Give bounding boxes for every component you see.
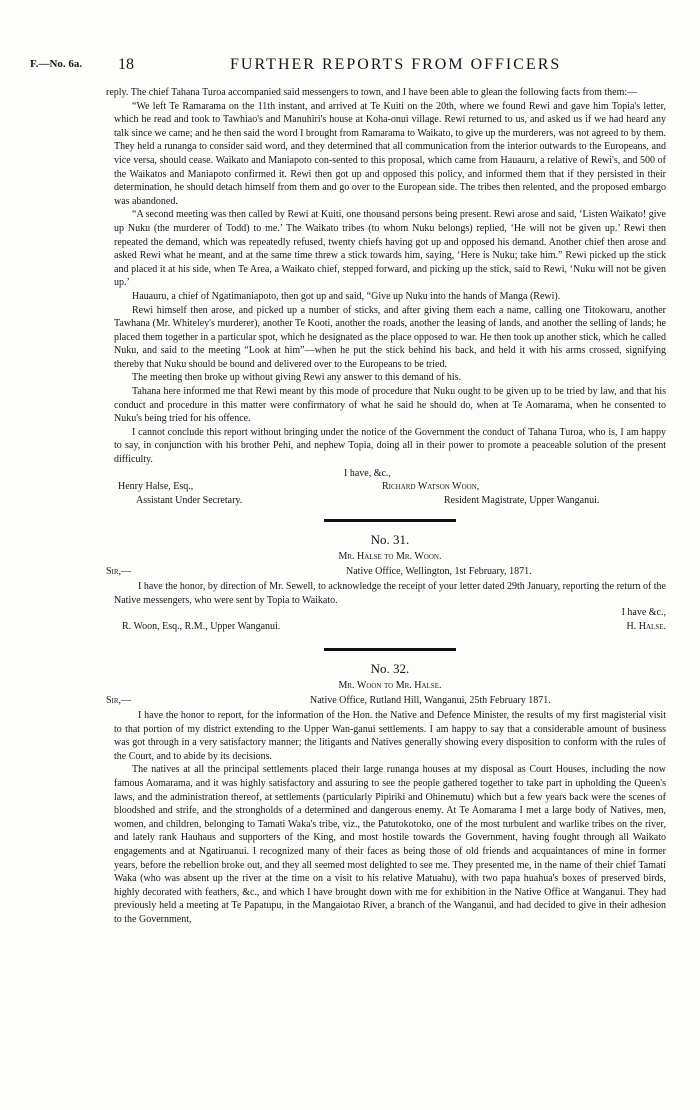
paragraph: The natives at all the principal settlements placed their large runanga houses at my disposal as Court Houses, including the now famous Aomarama, and it was highly satisfactory and assuring to see the people gathered together to take part in upholding the Queen's laws, and the administration thereof, at settlements (particularly Pipiriki and Ohinemutu) which but a few years back were the scenes of bloodshed and strife, and the strongholds of a determined and dangerous enemy. At Te Aomarama I met a large body of Natives, men, women, and children, belonging to Tamati Waka's tribe, viz., the Patutokotoko, one of the most turbulent and warlike tribes on the river, and lately rank Hauhaus and supporters of the King, and most hostile towards the Government, having fought through all Waikato engagements and at Ngatiruanui. I recognized many of their faces as being those of old friends and acquaintances of mine in former years, before the rebellion broke out, and they all seemed most delighted to see me. They presented me, in the name of their chief Tamati Waka (who was absent up the river at the time on a visit to his relative Matuahu), with two papa huahua's boxes of preserved birds, highly decorated with feathers, &c., and which I have brought down with me for exhibition in the Native Office at Wanganui. They had previously held a meeting at Te Papatupu, in the Mangaiotao River, a branch of the Wanganui, and had decided to give in their adhesion to the Government,	[114, 764, 666, 925]
paragraph: The meeting then broke up without giving Rewi any answer to this demand of his.	[132, 372, 462, 384]
quoted-paragraph: “We left Te Ramarama on the 11th instant, and arrived at Te Kuiti on the 20th, where we found Rewi and gave him Topia's letter, which he read and took to Tawhiao's and Manuhiri's house at Koha-onui village. Rewi returned to us, and asked us if we had heard any talk since we came; and he then said the word I brought from Ramarama to Waikato, to give up the murderers, was not agreed to by them. They held a runanga to consider said word, and they determined that all communication from the interior outwards to the Europeans, and vice versa, should cease. Waikato and Maniapoto con-sented to this proposal, which came from Hauauru, a relative of Rewi's, and 500 of the Waikatos and Maniapoto confirmed it. Rewi then got up and opposed this policy, and informed them that if they persisted in their determination, he should detach himself from them and go over to the European side. The tribes then relented, and the proposed embargo was abandoned.	[114, 100, 666, 207]
letter-subtitle: Mr. Woon to Mr. Halse.	[338, 680, 442, 692]
letter-number: No. 32.	[370, 661, 410, 677]
quoted-paragraph: “A second meeting was then called by Rewi at Kuiti, one thousand persons being present. Rewi arose and said, ‘Listen Waikato! give up Nuku (the murderer of Todd) to me.’ The Waikato tribes (to whom Nuku belongs) replied, ‘He will not be given up.’ Rewi then repeated the demand, which was repeatedly refused, twenty chiefs having got up and opposed his demand. Another chief then arose and asked Rewi what he meant, and at the same time threw a stick towards him, saying, ‘Here is Nuku; take him.” Rewi picked up the stick and placed it at his side, when Te Area, a Waikato chief, stepped forward, and picking up the stick, said to Rewi, ‘Nuku will not be given up.’	[114, 209, 666, 289]
signatory-title: Resident Magistrate, Upper Wanganui.	[444, 494, 600, 506]
closing: I have &c.,	[621, 607, 666, 619]
paragraph: I cannot conclude this report without bringing under the notice of the Government the conduct of Tahana Turoa, who is, I am happy to say, in conjunction with his brother Pehi, and nephew Topia, doing all in their power to promote a peaceable solution of the present difficulty.	[114, 426, 666, 466]
section-divider	[324, 648, 456, 651]
running-title: FURTHER REPORTS FROM OFFICERS	[230, 56, 562, 73]
closing: I have, &c.,	[344, 467, 391, 479]
letter-subtitle: Mr. Halse to Mr. Woon.	[338, 551, 442, 563]
document-reference: F.—No. 6a.	[30, 58, 83, 70]
signatory-name: Richard Watson Woon,	[382, 481, 480, 493]
signature-block	[114, 467, 666, 508]
quoted-paragraph: Rewi himself then arose, and picked up a number of sticks, and after giving them each a name, calling one Titokowaru, another Tawhana (Mr. Whiteley's murderer), another Te Kooti, another the roads, another the leasing of lands, and another the selling of lands; he placed them together in a particular spot, which he designated as the place opposed to war. He then took up another stick, which he called Nuku, and said to the meeting “Look at him”—when he put the stick behind his back, and held it with his arms crossed, signifying thereby that Nuku should be bound and delivered over to the Europeans to be tried.	[114, 304, 666, 370]
salutation: Sir,—	[106, 695, 132, 707]
letter-30-continuation	[106, 86, 666, 507]
paragraph: reply. The chief Tahana Turoa accompanied said messengers to town, and I have been able to glean the following facts from them:—	[106, 87, 638, 98]
paragraph: I have the honor, by direction of Mr. Sewell, to acknowledge the receipt of your letter dated 29th January, reporting the return of the Native messengers, who were sent by Topia to Waikato.	[114, 581, 666, 606]
quoted-paragraph: Hauauru, a chief of Ngatimaniapoto, then got up and said, “Give up Nuku into the hands of Manga (Rewi).	[132, 290, 561, 302]
paragraph: I have the honor to report, for the information of the Hon. the Native and Defence Minister, the results of my first magisterial visit to that portion of my district extending to the Upper Wan-ganui settlements. I am happy to say that a considerable amount of business was got through in a very satisfactory manner; the litigants and Natives generally showing every disposition to conform with the rules of the Court, and to abide by its decisions.	[114, 709, 666, 762]
paragraph: Tahana here informed me that Rewi meant by this mode of procedure that Nuku ought to be given up to be tried by law, and that his conduct and procedure in this matter were confirmatory of what he said he should do, when at Te Aomarama, when he consented to Nuku's being tried for his offence.	[114, 386, 666, 425]
dateline: Native Office, Rutland Hill, Wanganui, 25th February 1871.	[310, 695, 551, 707]
letter-31	[106, 532, 666, 634]
salutation: Sir,—	[106, 566, 132, 578]
running-header	[30, 56, 672, 80]
letter-number: No. 31.	[370, 532, 410, 548]
dateline: Native Office, Wellington, 1st February, 1871.	[346, 566, 532, 578]
page-body	[106, 86, 666, 926]
page-number: 18	[118, 56, 134, 73]
addressee-title: Assistant Under Secretary.	[136, 494, 243, 506]
letter-32	[106, 661, 666, 926]
section-divider	[324, 519, 456, 522]
signatory-name: H. Halse.	[626, 620, 666, 632]
addressee: R. Woon, Esq., R.M., Upper Wanganui.	[122, 620, 281, 632]
addressee-name: Henry Halse, Esq.,	[118, 481, 194, 493]
